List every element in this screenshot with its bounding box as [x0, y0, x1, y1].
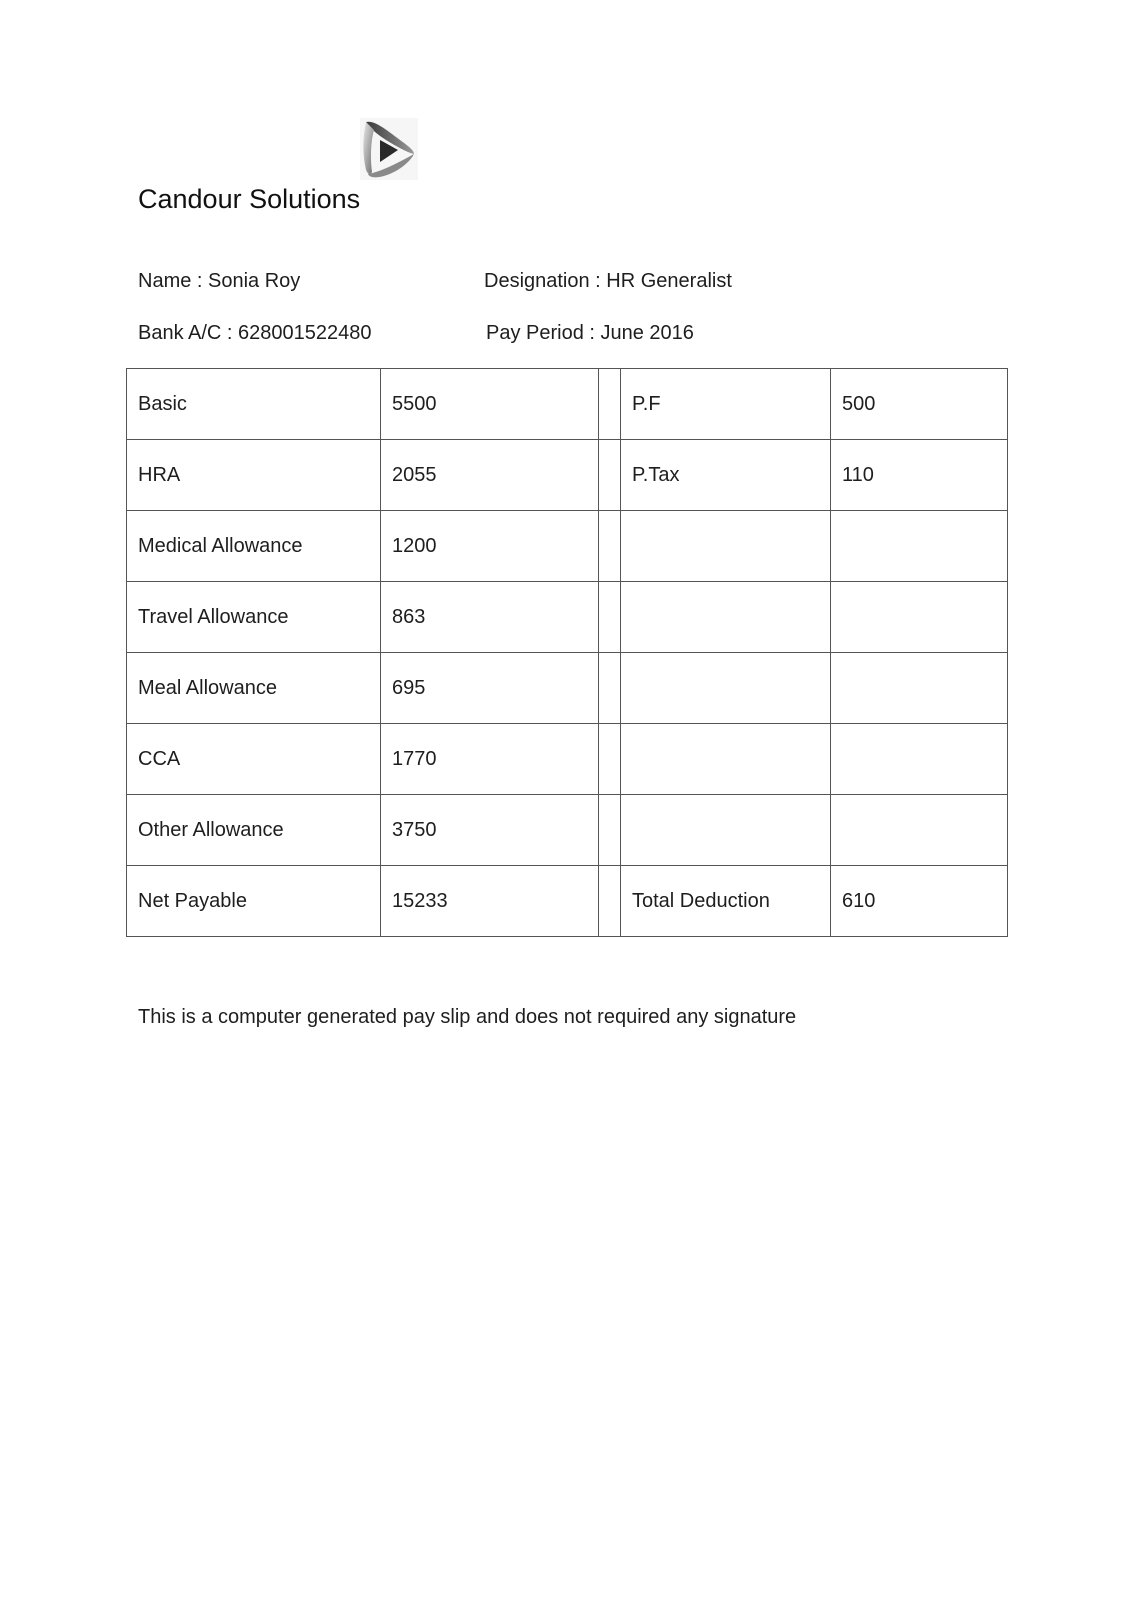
earning-amount: 863	[381, 582, 599, 653]
gap-cell	[599, 866, 621, 937]
deduction-label: P.Tax	[621, 440, 831, 511]
earning-label: Other Allowance	[127, 795, 381, 866]
deduction-amount: 610	[831, 866, 1008, 937]
table-row	[127, 653, 1008, 724]
gap-cell	[599, 724, 621, 795]
earning-amount: 2055	[381, 440, 599, 511]
gap-cell	[599, 369, 621, 440]
employee-name: Name : Sonia Roy	[138, 270, 301, 292]
earning-label: Medical Allowance	[127, 511, 381, 582]
table-row	[127, 866, 1008, 937]
earning-label: CCA	[127, 724, 381, 795]
deduction-amount	[831, 582, 1008, 653]
deduction-label	[621, 582, 831, 653]
deduction-label	[621, 795, 831, 866]
gap-cell	[599, 795, 621, 866]
earning-amount: 1770	[381, 724, 599, 795]
table-row	[127, 369, 1008, 440]
gap-cell	[599, 653, 621, 724]
deduction-amount	[831, 724, 1008, 795]
deduction-amount: 500	[831, 369, 1008, 440]
earning-amount: 5500	[381, 369, 599, 440]
bank-account: Bank A/C : 628001522480	[138, 322, 372, 344]
employee-designation: Designation : HR Generalist	[484, 270, 732, 292]
salary-table	[126, 368, 1008, 937]
deduction-label	[621, 724, 831, 795]
earning-label: Travel Allowance	[127, 582, 381, 653]
deduction-label	[621, 511, 831, 582]
deduction-label	[621, 653, 831, 724]
salary-table-body	[127, 369, 1008, 937]
gap-cell	[599, 582, 621, 653]
company-logo-icon	[360, 118, 418, 180]
deduction-amount	[831, 795, 1008, 866]
table-row	[127, 582, 1008, 653]
table-row	[127, 795, 1008, 866]
earning-label: HRA	[127, 440, 381, 511]
pay-period: Pay Period : June 2016	[486, 322, 694, 344]
earning-amount: 695	[381, 653, 599, 724]
earning-label: Meal Allowance	[127, 653, 381, 724]
earning-amount: 15233	[381, 866, 599, 937]
gap-cell	[599, 511, 621, 582]
deduction-amount	[831, 511, 1008, 582]
deduction-amount: 110	[831, 440, 1008, 511]
deduction-label: P.F	[621, 369, 831, 440]
earning-amount: 1200	[381, 511, 599, 582]
company-name: Candour Solutions	[138, 184, 361, 214]
table-row	[127, 724, 1008, 795]
earning-amount: 3750	[381, 795, 599, 866]
table-row	[127, 511, 1008, 582]
earning-label: Basic	[127, 369, 381, 440]
deduction-label: Total Deduction	[621, 866, 831, 937]
table-row	[127, 440, 1008, 511]
earning-label: Net Payable	[127, 866, 381, 937]
gap-cell	[599, 440, 621, 511]
footer-note: This is a computer generated pay slip and does not required any signature	[138, 1006, 797, 1028]
deduction-amount	[831, 653, 1008, 724]
